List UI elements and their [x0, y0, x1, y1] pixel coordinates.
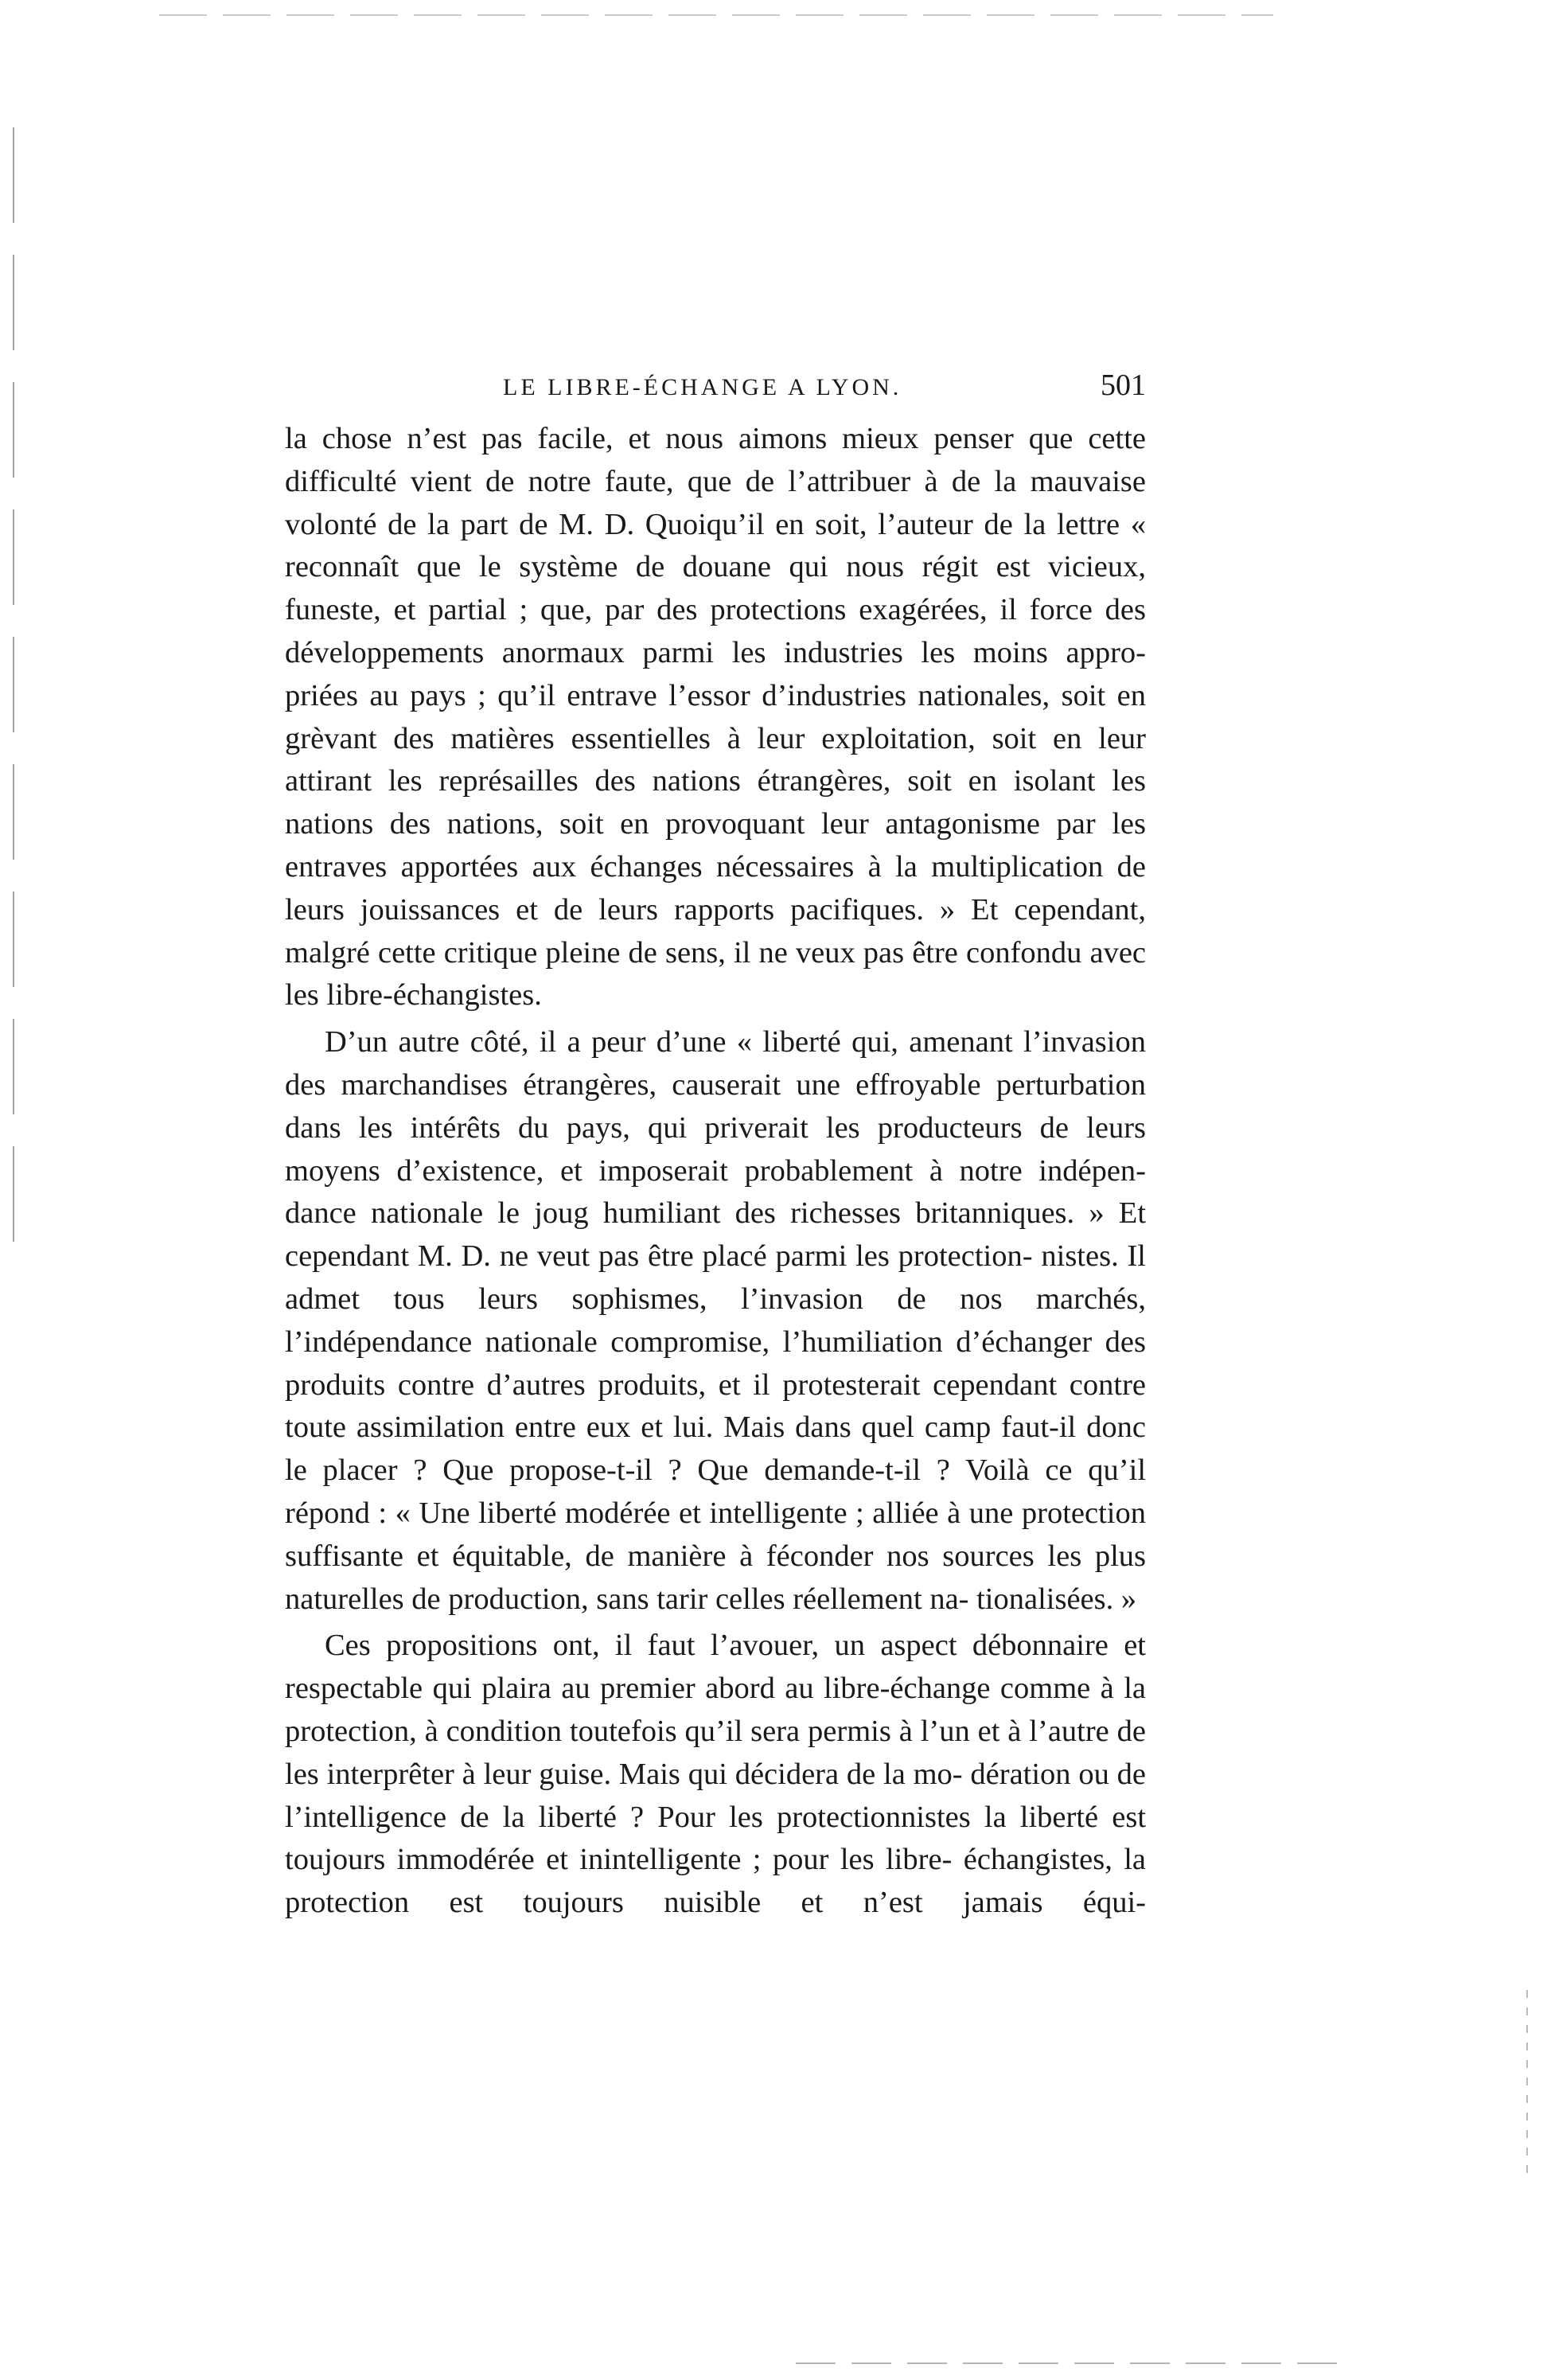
- text-line: développements anormaux parmi les industries les moins appro-: [285, 635, 1146, 669]
- text-line: D’un autre côté, il a peur d’une « liberté qui, amenant l’invasion: [325, 1025, 1146, 1059]
- text-line: la liberté est toujours immodérée et inintelligente ; pour les libre-: [285, 1800, 1147, 1877]
- text-line: donc le placer ? Que propose-t-il ? Que demande-t-il ? Voilà ce: [285, 1410, 1147, 1488]
- page-number: 501: [1101, 369, 1146, 402]
- scan-edge-bottom: [796, 2362, 1353, 2364]
- text-line: la protection, à condition toutefois qu’il sera permis à l’un et à: [285, 1672, 1147, 1748]
- text-line: dans les intérêts du pays, qui priverait les producteurs de leurs: [285, 1110, 1146, 1145]
- text-line: priées au pays ; qu’il entrave l’essor d’industries nationales, soit en: [285, 678, 1146, 712]
- text-line: moyens d’existence, et imposerait probablement à notre indépen-: [285, 1153, 1146, 1188]
- text-line: nistes. Il admet tous leurs sophismes, l’invasion de nos marchés,: [285, 1239, 1147, 1316]
- text-line: les plus naturelles de production, sans tarir celles réellement na-: [285, 1539, 1147, 1616]
- page-header: [286, 368, 1146, 408]
- text-line: tionalisées. »: [976, 1582, 1137, 1616]
- paragraph: [285, 1625, 1146, 1925]
- text-line: respectable qui plaira au premier abord au libre-échange comme à: [285, 1672, 1114, 1706]
- scan-edge-right: [1526, 1990, 1528, 2173]
- text-line: qu’il répond : « Une liberté modérée et intelligente ; alliée à une: [285, 1453, 1147, 1530]
- text-line: dération ou de l’intelligence de la liberté ? Pour les protectionnistes: [285, 1757, 1146, 1834]
- text-line: volonté de la part de M. D. Quoiqu’il en soit, l’auteur de la lettre: [285, 507, 1120, 541]
- text-line: la chose n’est pas facile, et nous aimons mieux penser que cette: [285, 422, 1146, 455]
- paragraph: [285, 1021, 1146, 1621]
- text-line: malgré cette critique pleine de sens, il ne veux pas être confondu: [285, 935, 1082, 970]
- body-text: [285, 418, 1146, 1925]
- text-line: grèvant des matières essentielles à leur exploitation, soit en leur: [285, 721, 1146, 755]
- text-line: dance nationale le joug humiliant des richesses britanniques. »: [285, 1196, 1105, 1231]
- text-line: échangistes, la protection est toujours nuisible et n’est jamais équi-: [285, 1843, 1146, 1920]
- text-line: nations des nations, soit en provoquant leur antagonisme par: [285, 807, 1096, 841]
- text-line: l’indépendance nationale compromise, l’humiliation d’échanger des: [285, 1325, 1146, 1359]
- text-line: difficulté vient de notre faute, que de l’attribuer à de la mauvaise: [285, 464, 1146, 498]
- paragraph: [285, 418, 1146, 1017]
- text-line: attirant les représailles des nations étrangères, soit en isolant les: [285, 764, 1146, 798]
- scan-edge-left: [13, 127, 14, 1242]
- text-line: protection suffisante et équitable, de manière à féconder nos sources: [285, 1496, 1146, 1573]
- text-line: funeste, et partial ; que, par des protections exagérées, il force des: [285, 593, 1146, 627]
- text-line: Ces propositions ont, il faut l’avouer, un aspect débonnaire et: [325, 1629, 1146, 1663]
- text-line: « reconnaît que le système de douane qui nous régit est vicieux,: [285, 507, 1147, 584]
- text-line: l’autre de les interprêter à leur guise. Mais qui décidera de la mo-: [285, 1714, 1146, 1791]
- text-line: des marchandises étrangères, causerait une effroyable perturbation: [285, 1067, 1146, 1102]
- text-line: les entraves apportées aux échanges nécessaires à la multiplication: [285, 807, 1146, 884]
- text-line: produits contre d’autres produits, et il protesterait cependant contre: [285, 1368, 1146, 1402]
- running-title: LE LIBRE-ÉCHANGE A LYON.: [503, 374, 902, 400]
- text-line: toute assimilation entre eux et lui. Mais dans quel camp faut-il: [285, 1410, 1077, 1445]
- text-line: Et cependant M. D. ne veut pas être placé parmi les protection-: [285, 1196, 1147, 1274]
- text-line: de leurs jouissances et de leurs rapports pacifiques. » Et cependant,: [285, 849, 1147, 927]
- scan-edge-top: [159, 14, 1273, 16]
- text-line: avec les libre-échangistes.: [285, 935, 1147, 1012]
